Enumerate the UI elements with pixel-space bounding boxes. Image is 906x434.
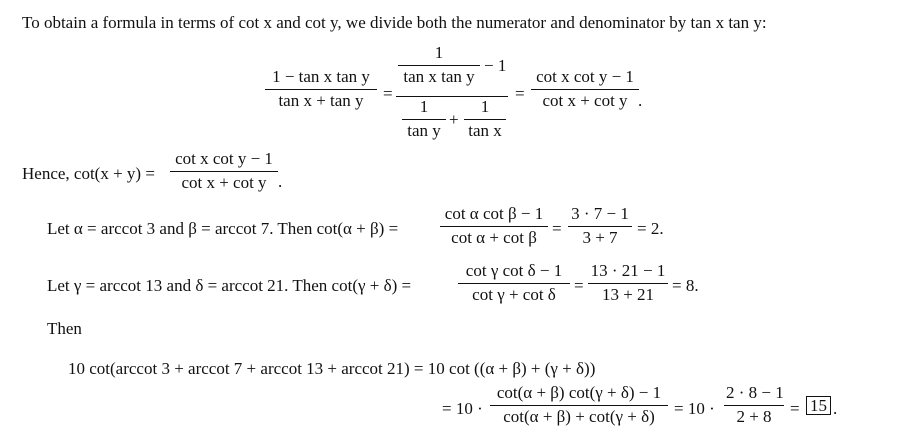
let2-symbolic-denominator: cot γ + cot δ bbox=[472, 284, 556, 304]
final-symbolic-numerator: cot(α + β) cot(γ + δ) − 1 bbox=[496, 383, 662, 402]
let2-numeric-fraction bbox=[588, 262, 668, 304]
eq1-rhs-denominator: cot x + cot y bbox=[542, 90, 628, 110]
final-symbolic-fraction bbox=[490, 384, 668, 426]
eq1-rhs-fraction bbox=[531, 68, 639, 110]
eq1-lhs-numerator: 1 − tan x tan y bbox=[272, 67, 370, 86]
fraction-bar bbox=[724, 405, 784, 406]
plus-sign: + bbox=[449, 110, 459, 129]
fraction-bar bbox=[588, 283, 668, 284]
den-b-denominator: tan x bbox=[468, 120, 502, 140]
equals-sign: = bbox=[383, 84, 393, 103]
final-line-1: 10 cot(arccot 3 + arccot 7 + arccot 13 + arccot 21) = 10 cot ((α + β) + (γ + δ)) bbox=[68, 359, 596, 378]
final-numeric-denominator: 2 + 8 bbox=[736, 406, 772, 426]
let1-symbolic-fraction bbox=[440, 205, 548, 247]
intro-text: To obtain a formula in terms of cot x and cot y, we divide both the numerator and denominator by tan x tan y: bbox=[22, 13, 767, 32]
let2-numeric-numerator: 13 · 21 − 1 bbox=[590, 261, 666, 280]
fraction-bar bbox=[490, 405, 668, 406]
let1-symbolic-denominator: cot α + cot β bbox=[451, 227, 537, 247]
period: . bbox=[638, 91, 643, 110]
hence-label: Hence, cot(x + y) = bbox=[22, 164, 155, 183]
final-mid: = 10 · bbox=[674, 399, 715, 418]
fraction-bar bbox=[265, 89, 377, 90]
hence-fraction bbox=[170, 150, 278, 192]
final-answer-box: 15 bbox=[806, 396, 831, 415]
eq1-lhs-fraction bbox=[265, 68, 377, 110]
den-b-numerator: 1 bbox=[480, 97, 490, 116]
den-a-denominator: tan y bbox=[407, 120, 441, 140]
fraction-bar bbox=[170, 171, 278, 172]
period: . bbox=[833, 399, 838, 418]
eq1-inner-top-fraction bbox=[398, 44, 480, 86]
fraction-bar bbox=[464, 119, 506, 120]
let1-numeric-denominator: 3 + 7 bbox=[582, 227, 618, 247]
let1-numeric-numerator: 3 · 7 − 1 bbox=[571, 204, 629, 223]
eq1-rhs-numerator: cot x cot y − 1 bbox=[536, 67, 634, 86]
let1-text: Let α = arccot 3 and β = arccot 7. Then cot(α + β) = bbox=[47, 219, 399, 238]
let2-result: = 8. bbox=[672, 276, 699, 295]
fraction-bar bbox=[568, 226, 632, 227]
let2-symbolic-fraction bbox=[458, 262, 570, 304]
period: . bbox=[278, 172, 283, 191]
let1-numeric-fraction bbox=[568, 205, 632, 247]
inner-numerator: 1 bbox=[434, 43, 444, 62]
eq1-den-fraction-a bbox=[402, 98, 446, 140]
hence-numerator: cot x cot y − 1 bbox=[175, 149, 273, 168]
main-fraction-bar bbox=[396, 96, 508, 97]
final-line2-prefix: = 10 · bbox=[442, 399, 483, 418]
den-a-numerator: 1 bbox=[419, 97, 429, 116]
let2-numeric-denominator: 13 + 21 bbox=[601, 284, 655, 304]
fraction-bar bbox=[440, 226, 548, 227]
fraction-bar bbox=[398, 65, 480, 66]
let1-result: = 2. bbox=[637, 219, 664, 238]
minus-one: − 1 bbox=[484, 56, 507, 75]
then-label: Then bbox=[47, 319, 82, 338]
fraction-bar bbox=[402, 119, 446, 120]
final-symbolic-denominator: cot(α + β) + cot(γ + δ) bbox=[503, 406, 655, 426]
final-numeric-numerator: 2 · 8 − 1 bbox=[726, 383, 784, 402]
let2-text: Let γ = arccot 13 and δ = arccot 21. Then cot(γ + δ) = bbox=[47, 276, 412, 295]
equals-sign: = bbox=[515, 84, 525, 103]
inner-denominator: tan x tan y bbox=[403, 66, 475, 86]
equals-sign: = bbox=[552, 219, 562, 238]
final-numeric-fraction bbox=[724, 384, 784, 426]
eq1-lhs-denominator: tan x + tan y bbox=[278, 90, 364, 110]
hence-denominator: cot x + cot y bbox=[181, 172, 267, 192]
let2-symbolic-numerator: cot γ cot δ − 1 bbox=[465, 261, 563, 280]
let1-symbolic-numerator: cot α cot β − 1 bbox=[444, 204, 544, 223]
fraction-bar bbox=[531, 89, 639, 90]
equals-sign: = bbox=[790, 399, 800, 418]
fraction-bar bbox=[458, 283, 570, 284]
eq1-den-fraction-b bbox=[464, 98, 506, 140]
equals-sign: = bbox=[574, 276, 584, 295]
